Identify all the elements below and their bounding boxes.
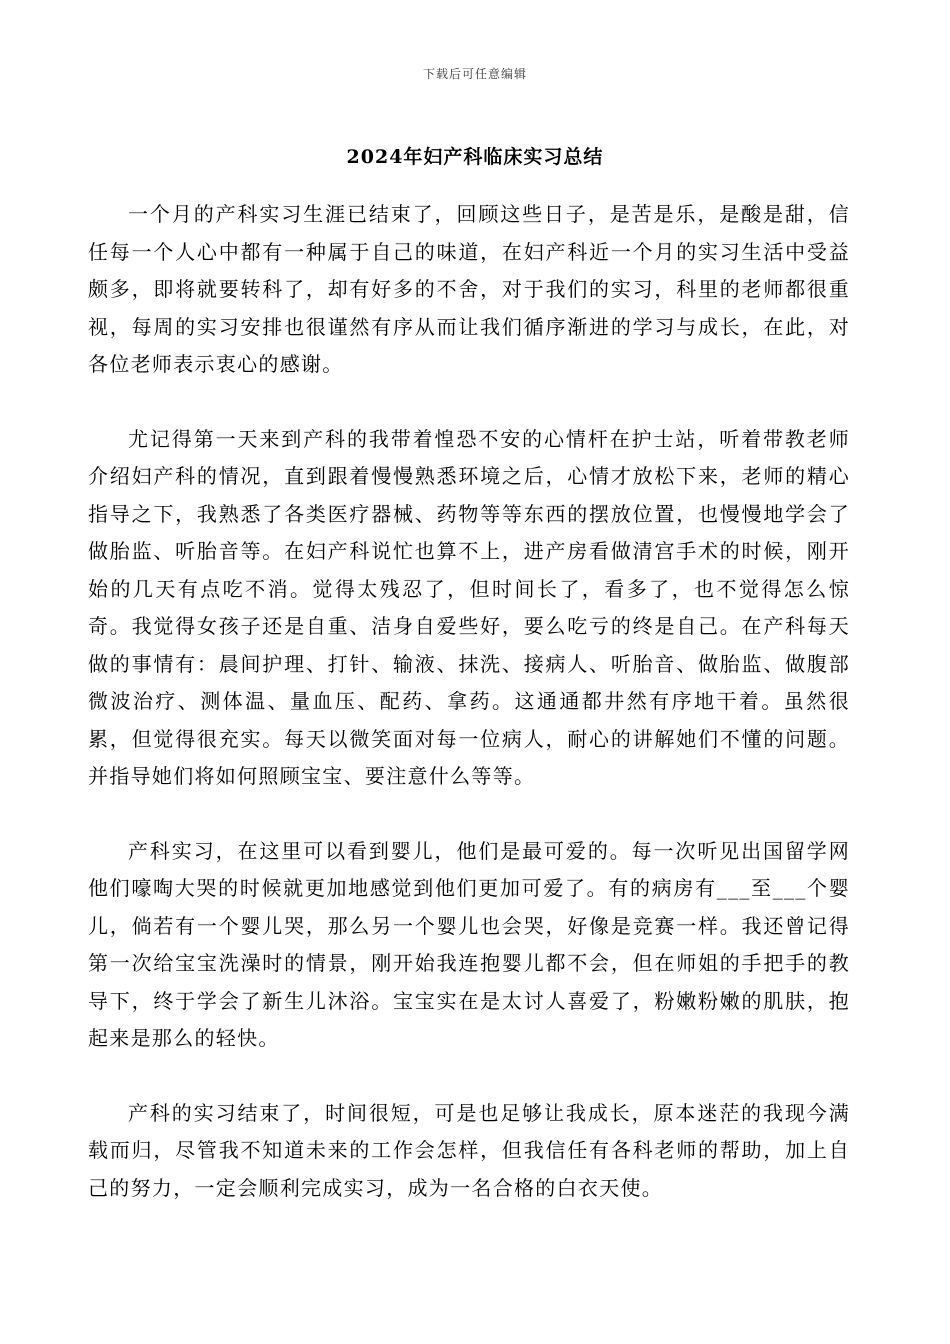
paragraph-2: 尤记得第一天来到产科的我带着惶恐不安的心情杆在护士站，听着带教老师介绍妇产科的情况，直到跟着慢慢熟悉环境之后，心情才放松下来，老师的精心指导之下，我熟悉了各类医疗器械、药物等等东西的摆放位置，也慢慢地学会了做胎监、听胎音等。在妇产科说忙也算不上，进产房看做清宫手术的时候，刚开始的几天有点吃不消。觉得太残忍了，但时间长了，看多了，也不觉得怎么惊奇。我觉得女孩子还是自重、洁身自爱些好，要么吃亏的终是自己。在产科每天做的事情有：晨间护理、打针、输液、抹洗、接病人、听胎音、做胎监、做腹部微波治疗、测体温、量血压、配药、拿药。这通通都井然有序地干着。虽然很累，但觉得很充实。每天以微笑面对每一位病人，耐心的讲解她们不懂的问题。并指导她们将如何照顾宝宝、要注意什么等等。 [88, 426, 850, 788]
header-note: 下载后可任意编辑 [422, 67, 527, 81]
paragraph-1: 一个月的产科实习生涯已结束了，回顾这些日子，是苦是乐，是酸是甜，信任每一个人心中都有一种属于自己的味道，在妇产科近一个月的实习生活中受益颇多，即将就要转科了，却有好多的不舍，对于我们的实习，科里的老师都很重视，每周的实习安排也很谨然有序从而让我们循序渐进的学习与成长，在此，对各位老师表示衷心的感谢。 [88, 202, 850, 376]
paragraph-4: 产科的实习结束了，时间很短，可是也足够让我成长，原本迷茫的我现今满载而归，尽管我不知道未来的工作会怎样，但我信任有各科老师的帮助，加上自己的努力，一定会顺利完成实习，成为一名合格的白衣天使。 [88, 1100, 850, 1200]
document-body [88, 196, 850, 1244]
document-title: 2024年妇产科临床实习总结 [346, 146, 604, 168]
paragraph-3: 产科实习，在这里可以看到婴儿，他们是最可爱的。每一次听见出国留学网他们嚎啕大哭的时候就更加地感觉到他们更加可爱了。有的病房有___至___个婴儿，倘若有一个婴儿哭，那么另一个婴儿也会哭，好像是竞赛一样。我还曾记得第一次给宝宝洗澡时的情景，刚开始我连抱婴儿都不会，但在师姐的手把手的教导下，终于学会了新生儿沐浴。宝宝实在是太讨人喜爱了，粉嫩粉嫩的肌肤，抱起来是那么的轻快。 [88, 838, 850, 1050]
